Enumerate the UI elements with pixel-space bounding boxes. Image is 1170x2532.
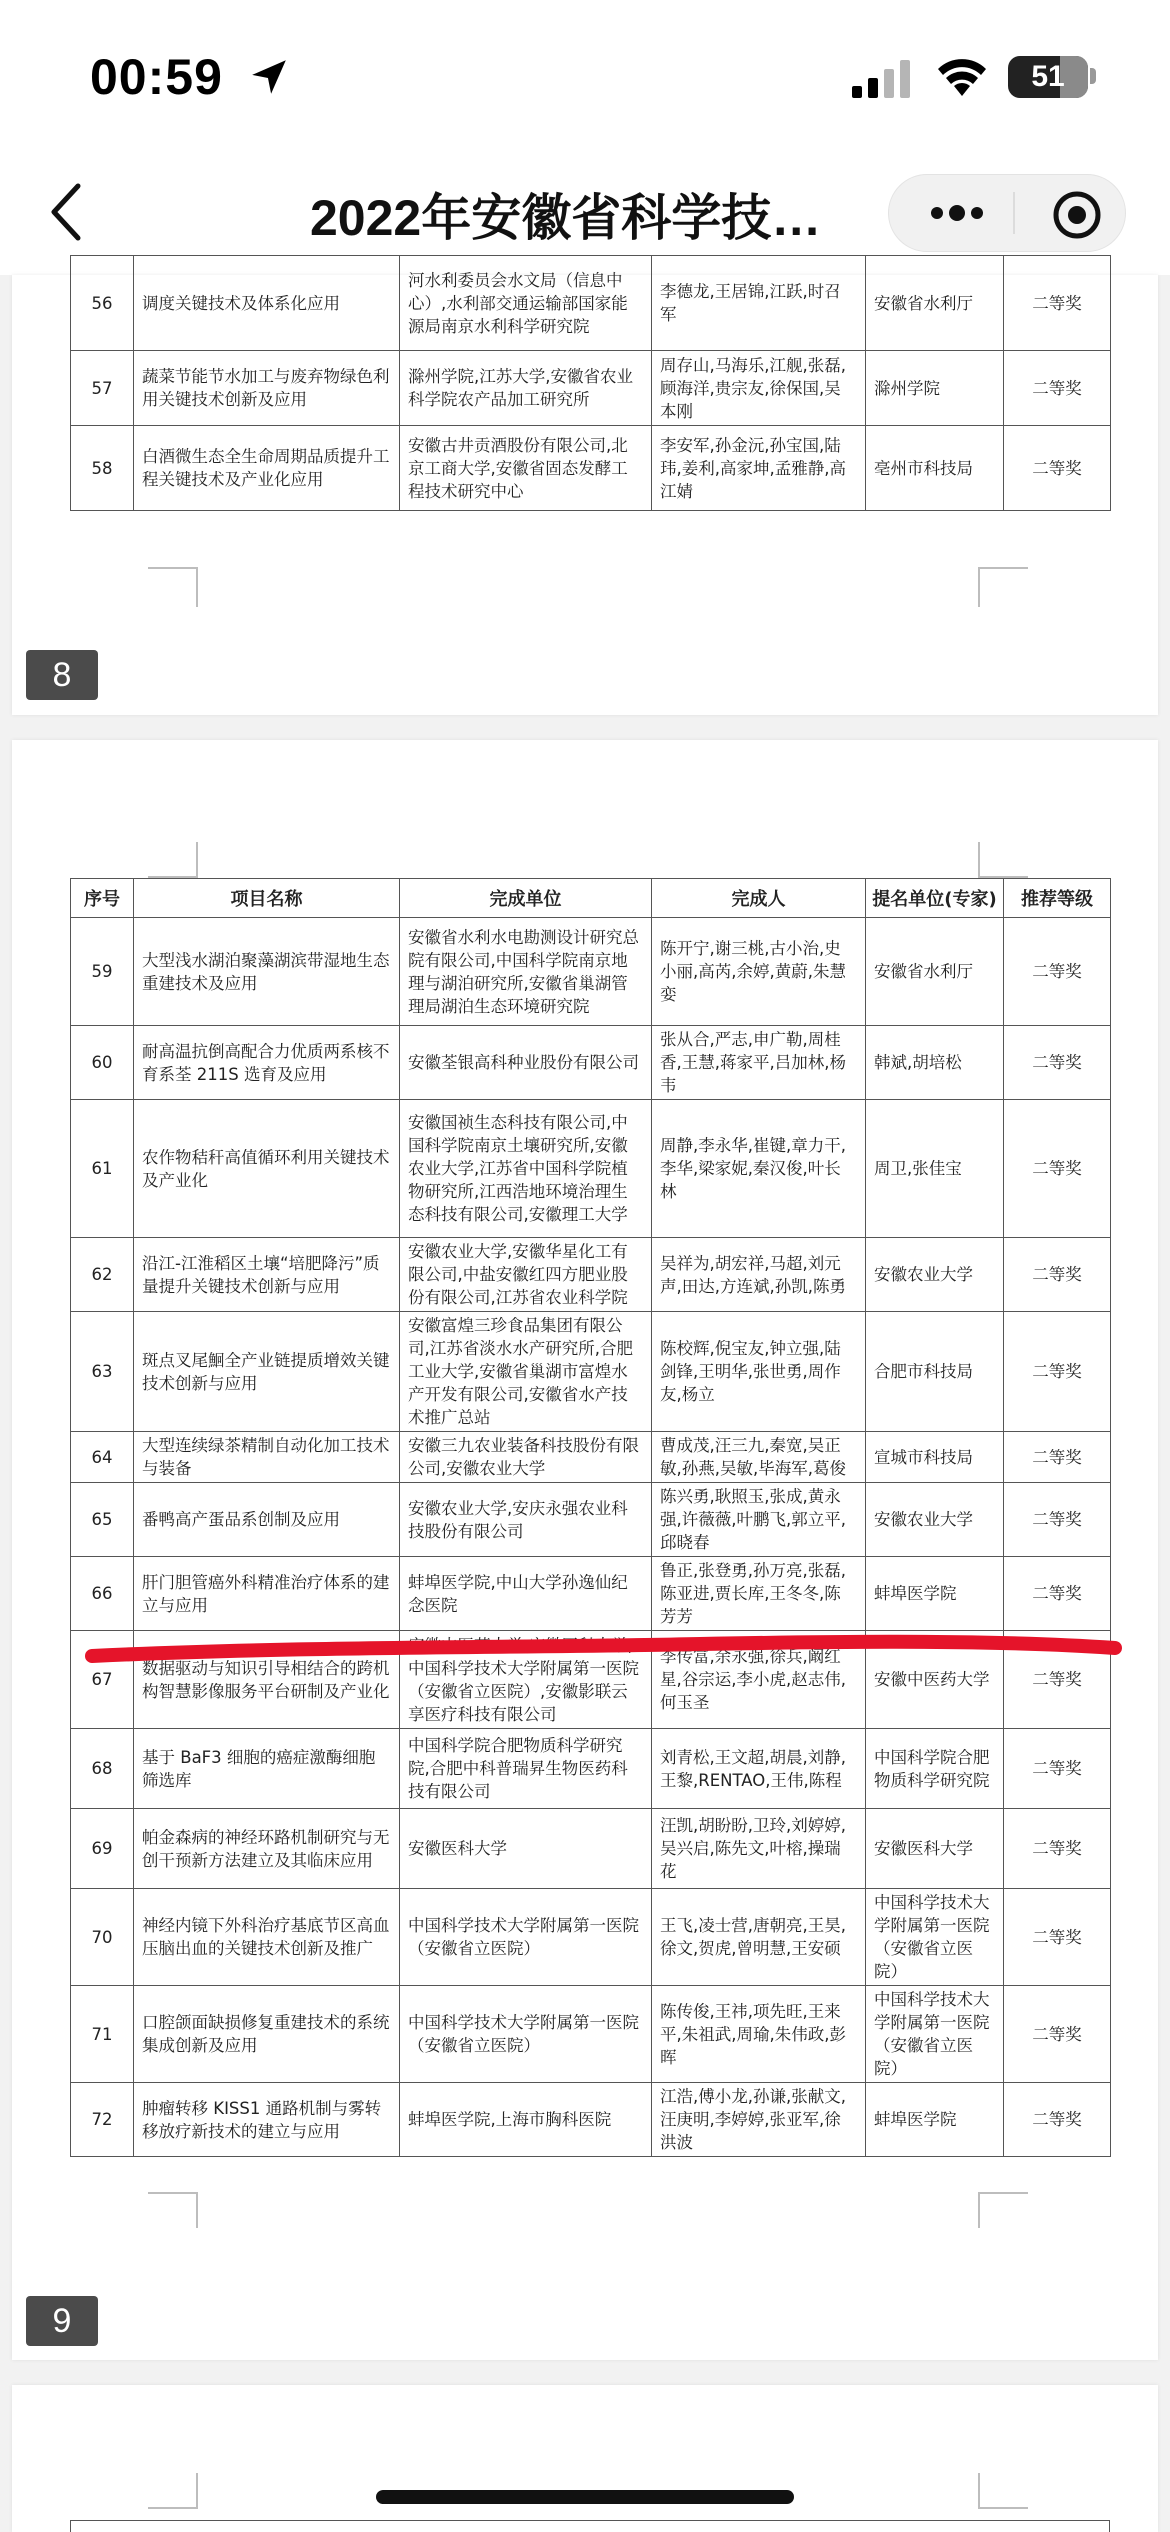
page-number-badge: 8 xyxy=(26,650,98,700)
completing-unit-cell: 安徽医科大学 xyxy=(400,1809,652,1889)
project-name-cell: 白酒微生态全生命周期品质提升工程关键技术及产业化应用 xyxy=(134,426,400,511)
completing-people-cell: 陈传俊,王祎,项先旺,王来平,朱祖武,周瑜,朱伟政,彭晖 xyxy=(652,1986,866,2083)
row-number: 60 xyxy=(71,1026,134,1100)
completing-people-cell: 鲁正,张登勇,孙万亮,张磊,陈亚进,贾长库,王冬冬,陈芳芳 xyxy=(652,1557,866,1631)
completing-people-cell: 汪凯,胡盼盼,卫玲,刘婷婷,吴兴启,陈先文,叶榕,操瑞花 xyxy=(652,1809,866,1889)
completing-unit-cell: 安徽富煌三珍食品集团有限公司,江苏省淡水水产研究所,合肥工业大学,安徽省巢湖市富煌水产开发有限公司,安徽省水产技术推广总站 xyxy=(400,1312,652,1432)
completing-unit-cell: 中国科学技术大学附属第一医院（安徽省立医院） xyxy=(400,1986,652,2083)
nominator-cell: 宣城市科技局 xyxy=(866,1432,1004,1483)
row-number: 70 xyxy=(71,1889,134,1986)
completing-unit-cell: 安徽中医药大学,安徽医科大学,中国科学技术大学附属第一医院（安徽省立医院）,安徽影联云享医疗科技有限公司 xyxy=(400,1631,652,1729)
page-title: 2022年安徽省科学技… xyxy=(310,190,822,246)
row-number: 69 xyxy=(71,1809,134,1889)
completing-people-cell: 陈兴勇,耿照玉,张成,黄永强,许薇薇,叶鹏飞,郭立平,邱晓春 xyxy=(652,1483,866,1557)
grade-cell: 二等奖 xyxy=(1004,1483,1111,1557)
completing-people-cell: 陈校辉,倪宝友,钟立强,陆剑锋,王明华,张世勇,周作友,杨立 xyxy=(652,1312,866,1432)
row-number: 59 xyxy=(71,918,134,1026)
header-grade: 推荐等级 xyxy=(1004,879,1111,918)
completing-people-cell: 江浩,傅小龙,孙谦,张献文,汪庚明,李婷婷,张亚军,徐洪波 xyxy=(652,2083,866,2157)
completing-people-cell: 曹成茂,汪三九,秦宽,吴正敏,孙燕,吴敏,毕海军,葛俊 xyxy=(652,1432,866,1483)
grade-cell: 二等奖 xyxy=(1004,426,1111,511)
completing-unit-cell: 滁州学院,江苏大学,安徽省农业科学院农产品加工研究所 xyxy=(400,351,652,426)
nominator-cell: 安徽省水利厅 xyxy=(866,256,1004,351)
completing-people-cell: 李安军,孙金沅,孙宝国,陆玮,姜利,高家坤,孟雅静,高江婧 xyxy=(652,426,866,511)
completing-people-cell: 王飞,凌士营,唐朝亮,王昊,徐文,贺虎,曾明慧,王安硕 xyxy=(652,1889,866,1986)
completing-people-cell: 周存山,马海乐,江舰,张磊,顾海洋,贵宗友,徐保国,吴本刚 xyxy=(652,351,866,426)
project-name-cell: 肝门胆管癌外科精准治疗体系的建立与应用 xyxy=(134,1557,400,1631)
completing-people-cell: 吴祥为,胡宏祥,马超,刘元声,田达,方连斌,孙凯,陈勇 xyxy=(652,1238,866,1312)
grade-cell: 二等奖 xyxy=(1004,1026,1111,1100)
project-name-cell: 口腔颌面缺损修复重建技术的系统集成创新及应用 xyxy=(134,1986,400,2083)
nominator-cell: 安徽农业大学 xyxy=(866,1238,1004,1312)
grade-cell: 二等奖 xyxy=(1004,1986,1111,2083)
nominator-cell: 合肥市科技局 xyxy=(866,1312,1004,1432)
nominator-cell: 安徽省水利厅 xyxy=(866,918,1004,1026)
row-number: 68 xyxy=(71,1729,134,1809)
header-project-name: 项目名称 xyxy=(134,879,400,918)
status-time: 00:59 xyxy=(90,49,223,105)
project-name-cell: 蔬菜节能节水加工与废弃物绿色利用关键技术创新及应用 xyxy=(134,351,400,426)
grade-cell: 二等奖 xyxy=(1004,2083,1111,2157)
row-number: 64 xyxy=(71,1432,134,1483)
row-number: 66 xyxy=(71,1557,134,1631)
completing-unit-cell: 中国科学技术大学附属第一医院（安徽省立医院） xyxy=(400,1889,652,1986)
row-number: 67 xyxy=(71,1631,134,1729)
row-number: 63 xyxy=(71,1312,134,1432)
nominator-cell: 安徽农业大学 xyxy=(866,1483,1004,1557)
row-number: 56 xyxy=(71,256,134,351)
grade-cell: 二等奖 xyxy=(1004,1432,1111,1483)
completing-people-cell: 刘青松,王文超,胡晨,刘静,王黎,RENTAO,王伟,陈程 xyxy=(652,1729,866,1809)
header-num: 序号 xyxy=(71,879,134,918)
nominator-cell: 韩斌,胡培松 xyxy=(866,1026,1004,1100)
row-number: 58 xyxy=(71,426,134,511)
row-number: 62 xyxy=(71,1238,134,1312)
nominator-cell: 亳州市科技局 xyxy=(866,426,1004,511)
page-number-badge: 9 xyxy=(26,2296,98,2346)
row-number: 71 xyxy=(71,1986,134,2083)
grade-cell: 二等奖 xyxy=(1004,1729,1111,1809)
grade-cell: 二等奖 xyxy=(1004,1889,1111,1986)
completing-unit-cell: 安徽农业大学,安徽华星化工有限公司,中盐安徽红四方肥业股份有限公司,江苏省农业科学院 xyxy=(400,1238,652,1312)
header-completing-people: 完成人 xyxy=(652,879,866,918)
project-name-cell: 神经内镜下外科治疗基底节区高血压脑出血的关键技术创新及推广 xyxy=(134,1889,400,1986)
home-indicator[interactable] xyxy=(376,2490,794,2504)
completing-unit-cell: 安徽古井贡酒股份有限公司,北京工商大学,安徽省固态发酵工程技术研究中心 xyxy=(400,426,652,511)
completing-unit-cell: 安徽国祯生态科技有限公司,中国科学院南京土壤研究所,安徽农业大学,江苏省中国科学院植物研究所,江西浩地环境治理生态科技有限公司,安徽理工大学 xyxy=(400,1100,652,1238)
grade-cell: 二等奖 xyxy=(1004,918,1111,1026)
completing-people-cell: 李传富,余永强,徐兵,阚红星,谷宗运,李小虎,赵志伟,何玉圣 xyxy=(652,1631,866,1729)
row-number: 72 xyxy=(71,2083,134,2157)
completing-unit-cell: 安徽省水利水电勘测设计研究总院有限公司,中国科学院南京地理与湖泊研究所,安徽省巢湖管理局湖泊生态环境研究院 xyxy=(400,918,652,1026)
completing-unit-cell: 中国科学院合肥物质科学研究院,合肥中科普瑞昇生物医药科技有限公司 xyxy=(400,1729,652,1809)
battery-level: 51 xyxy=(1031,60,1065,93)
nominator-cell: 蚌埠医学院 xyxy=(866,1557,1004,1631)
nominator-cell: 滁州学院 xyxy=(866,351,1004,426)
project-name-cell: 数据驱动与知识引导相结合的跨机构智慧影像服务平台研制及产业化 xyxy=(134,1631,400,1729)
project-name-cell: 沿江-江淮稻区土壤“培肥降污”质量提升关键技术创新与应用 xyxy=(134,1238,400,1312)
row-number: 57 xyxy=(71,351,134,426)
completing-people-cell: 张从合,严志,申广勒,周桂香,王慧,蒋家平,吕加林,杨韦 xyxy=(652,1026,866,1100)
project-name-cell: 斑点叉尾鮰全产业链提质增效关键技术创新与应用 xyxy=(134,1312,400,1432)
project-name-cell: 帕金森病的神经环路机制研究与无创干预新方法建立及其临床应用 xyxy=(134,1809,400,1889)
header-completing-unit: 完成单位 xyxy=(400,879,652,918)
grade-cell: 二等奖 xyxy=(1004,1631,1111,1729)
row-number: 65 xyxy=(71,1483,134,1557)
grade-cell: 二等奖 xyxy=(1004,1100,1111,1238)
header-nominator: 提名单位(专家) xyxy=(866,879,1004,918)
project-name-cell: 基于 BaF3 细胞的癌症激酶细胞筛选库 xyxy=(134,1729,400,1809)
nominator-cell: 安徽医科大学 xyxy=(866,1809,1004,1889)
completing-unit-cell: 蚌埠医学院,中山大学孙逸仙纪念医院 xyxy=(400,1557,652,1631)
grade-cell: 二等奖 xyxy=(1004,1238,1111,1312)
completing-unit-cell: 安徽三九农业装备科技股份有限公司,安徽农业大学 xyxy=(400,1432,652,1483)
completing-people-cell: 陈开宁,谢三桃,古小治,史小丽,高芮,余婷,黄蔚,朱慧娈 xyxy=(652,918,866,1026)
nominator-cell: 中国科学院合肥物质科学研究院 xyxy=(866,1729,1004,1809)
nominator-cell: 蚌埠医学院 xyxy=(866,2083,1004,2157)
project-name-cell: 番鸭高产蛋品系创制及应用 xyxy=(134,1483,400,1557)
grade-cell: 二等奖 xyxy=(1004,256,1111,351)
grade-cell: 二等奖 xyxy=(1004,351,1111,426)
completing-unit-cell: 安徽荃银高科种业股份有限公司 xyxy=(400,1026,652,1100)
project-name-cell: 调度关键技术及体系化应用 xyxy=(134,256,400,351)
completing-people-cell: 李德龙,王居锦,江跃,时召军 xyxy=(652,256,866,351)
project-name-cell: 大型浅水湖泊聚藻湖滨带湿地生态重建技术及应用 xyxy=(134,918,400,1026)
nominator-cell: 中国科学技术大学附属第一医院（安徽省立医院） xyxy=(866,1986,1004,2083)
project-name-cell: 大型连续绿茶精制自动化加工技术与装备 xyxy=(134,1432,400,1483)
project-name-cell: 肿瘤转移 KISS1 通路机制与雾转移放疗新技术的建立与应用 xyxy=(134,2083,400,2157)
completing-people-cell: 周静,李永华,崔键,章力干,李华,梁家妮,秦汉俊,叶长林 xyxy=(652,1100,866,1238)
completing-unit-cell: 蚌埠医学院,上海市胸科医院 xyxy=(400,2083,652,2157)
grade-cell: 二等奖 xyxy=(1004,1312,1111,1432)
grade-cell: 二等奖 xyxy=(1004,1557,1111,1631)
completing-unit-cell: 安徽农业大学,安庆永强农业科技股份有限公司 xyxy=(400,1483,652,1557)
project-name-cell: 耐高温抗倒高配合力优质两系核不育系荃 211S 选育及应用 xyxy=(134,1026,400,1100)
grade-cell: 二等奖 xyxy=(1004,1809,1111,1889)
nominator-cell: 安徽中医药大学 xyxy=(866,1631,1004,1729)
project-name-cell: 农作物秸秆高值循环利用关键技术及产业化 xyxy=(134,1100,400,1238)
nominator-cell: 周卫,张佳宝 xyxy=(866,1100,1004,1238)
nominator-cell: 中国科学技术大学附属第一医院（安徽省立医院） xyxy=(866,1889,1004,1986)
completing-unit-cell: 河水利委员会水文局（信息中心）,水利部交通运输部国家能源局南京水利科学研究院 xyxy=(400,256,652,351)
row-number: 61 xyxy=(71,1100,134,1238)
